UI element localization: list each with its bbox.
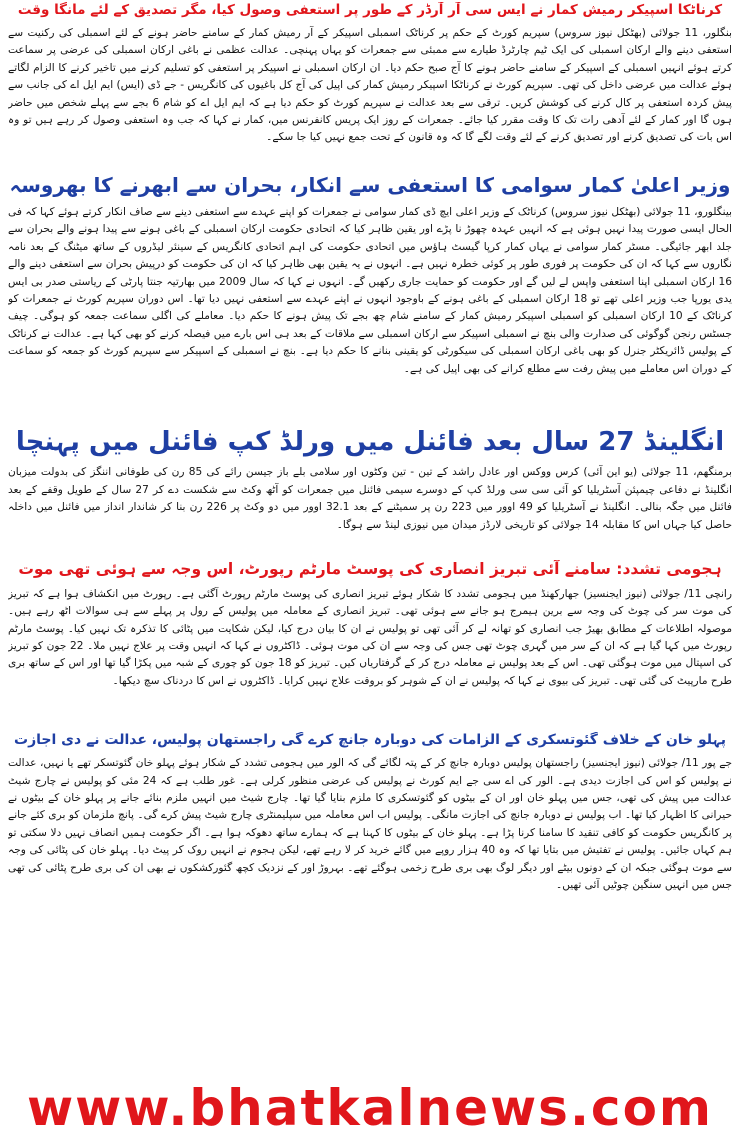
headline: ہجومی تشدد: سامنے آئی تبریز انصاری کی پوسٹ مارٹم رپورٹ، اس وجہ سے ہوئی تھی موت bbox=[18, 560, 722, 579]
article-pehlu-khan bbox=[8, 732, 732, 952]
headline: انگلینڈ 27 سال بعد فائنل میں ورلڈ کپ فائنل میں پہنچا bbox=[15, 426, 725, 457]
headline: پہلو خان کے خلاف گئوتسکری کے الزامات کی دوبارہ جانچ کرے گی راجستھان پولیس، عدالت نے دی اجازت bbox=[14, 731, 726, 748]
website-footer[interactable]: www.bhatkalnews.com bbox=[26, 1079, 714, 1137]
article-body: بینگلورو، 11 جولائی (بھٹکل نیوز سروس) کرناٹک کے وزیر اعلی ایچ ڈی کمار سوامی نے جمعرات کو اپنے عہدے سے استعفی دینے سے صاف انکار کرتے ہوئے کہا کہ فی الحال ایسی صورت پیدا نہیں ہوئی ہے کہ انہیں عہدہ چھوڑ نا پڑے اور یقین ظاہر کیا کہ اتحادی حکومت ارکان اسمبلی کے باغی ہونے سے پیدا ہونے والے بحران سے جلد ابھر جائیگی۔ مسٹر کمار سوامی نے یہاں کمار کرپا گیسٹ ہاؤس میں اتحادی حکومت کی اہم اتحادی کانگریس کے سینئر لیڈروں کے ساتھ میٹنگ کے بعد نامہ نگاروں سے کہا کہ ان کی حکومت پر فوری طور پر کوئی خطرہ نہیں ہے۔ انہوں نے یہ یقین بھی ظاہر کیا کہ ان کی حکومت کو درپیش بحران سے استعفی دینے والے 16 ارکان اسمبلی اپنا استعفی واپس لے لیں گے اور حکومت کو حمایت جاری رکھیں گے۔ انہوں نے کہا کہ سال 2009 میں بھارتیہ جنتا پارٹی کے ریاستی صدر بی ایس یدی یورپا جب وزیر اعلی تھے تو 18 ارکان اسمبلی کے باغی ہونے کے باوجود انہوں نے اپنے عہدے سے استعفی نہیں دیا تھا۔ اس دوران سپریم کورٹ نے جمعرات کو کرناٹک کے 10 ارکان اسمبلی کو اسمبلی اسپیکر رمیش کمار کے سامنے شام چھ بجے تک پیش ہونے کا حکم دیا۔ معاملے کی اگلی سماعت جمعہ کو ہوگی۔ چیف جسٹس رنجن گوگوئی کی صدارت والی بنچ نے اسمبلی اسپیکر سے ارکان اسمبلی سے ملاقات کے بعد ہی اس بارے میں فیصلہ کرنے کو بھی کہا ہے۔ عدالت نے کرناٹک کے پولیس ڈائریکٹر جنرل کو بھی باغی ارکان اسمبلی کی سیکورٹی کو یقینی بنانے کا حکم دیا ہے۔ بنچ نے اسمبلی کے اسپیکر سے سپریم کورٹ کو جمعہ کو سماعت کے دوران اس معاملے میں پیش رفت سے مطلع کرانے کی بھی اپیل کی ہے۔ bbox=[8, 205, 732, 375]
article-body: بنگلور، 11 جولائی (بھٹکل نیوز سروس) سپریم کورٹ کے حکم پر کرناٹک اسمبلی اسپیکر کے آر رمیش کمار کے سامنے حاضر ہونے کے لئے اسمبلی کی رکنیت سے استعفی دینے والے ارکان اسمبلی کی ایک ٹیم چارٹرڈ طیارے سے ممبئی سے جمعرات کو یہاں پہنچی۔ عدالت عظمی نے باغی ارکان اسمبلی کی عرضی پر سماعت کرتے ہوئے انہیں اسمبلی کے اسپیکر کے سامنے حاضر ہونے کا آج صبح حکم دیا۔ ان ارکان اسمبلی نے اسپیکر پر استعفی کو تسلیم کرنے میں تاخیر کرنے کا الزام لگاتے ہوئے عدالت میں عرضی داخل کی تھی۔ سپریم کورٹ نے کرناٹکا اسپیکر رمیش کمار کی اپیل کی آج کل باغیوں کی کانگریس - جے ڈی (ایس) ایم ایل اے کی جانب سے پیش کردہ استعفی پر کال کرنے کی کوشش کریں۔ ترقی سے بعد عدالت نے سپریم کورٹ کو حکم دیا ہے کہ ایم ایل اے کو شام 6 بجے سے پہلے شخص میں حاضر ہوں گا اور کمار کے لئے آدھی رات تک کا وقت مقرر کیا جائے۔ جمعرات کے روز ایک پریس کانفرنس میں، کمار نے کہا کہ جب وہ استعفی وصول کر رہے ہیں تو وہ اس بات کی تصدیق کرنے اور تصدیق کرنے کے لئے وقت لگے گا کہ وہ قانون کے تحت جمع نہیں کیا جا سکے۔ bbox=[8, 26, 732, 144]
article-england-final bbox=[8, 426, 732, 555]
article-body: برمنگھم، 11 جولائی (یو این آئی) کرس ووکس اور عادل راشد کے تین - تین وکٹوں اور سلامی بلے باز جیسن رائے کی 85 رن کی طوفانی اننگز کی بدولت میزبان انگلینڈ نے دفاعی چیمپئن آسٹریلیا کو آئی سی سی ورلڈ کپ کے دوسرے سیمی فائنل میں جمعرات کو آٹھ وکٹ سے شکست دے کر 27 سال کے طویل وقفے کے بعد فائنل میں جگہ بنالی۔ انگلینڈ نے آسٹریلیا کو 49 اوور میں 223 رن پر سمیٹنے کے بعد 32.1 اوور میں دو وکٹ پر 226 رن بنا کر شاندار انداز میں فائنل میں داخلہ حاصل کیا جہاں اس کا مقابلہ 14 جولائی کو تاریخی لارڈز میدان میں نیوزی لینڈ سے ہوگا۔ bbox=[8, 466, 732, 531]
headline: وزیر اعلیٰ کمار سوامی کا استعفی سے انکار، بحران سے ابھرنے کا بھروسہ bbox=[9, 172, 731, 197]
article-body: جے پور 11/ جولائی (نیوز ایجنسیز) راجستھان پولیس دوبارہ جانچ کر کے پتہ لگائے گی کہ الور میں ہجومی تشدد کے شکار ہوئے پہلو خان گئوتسکر تھے یا نہیں، عدالت نے پولیس کو اس کی اجازت دیدی ہے۔ الور کی اے سی جے ایم کورٹ نے پولیس کی عرضی منظور کرلی ہے۔ غور طلب ہے کہ 24 مئی کو پولیس نے چارج شیٹ عدالت میں پیش کی تھی، جس میں پہلو خان اور ان کے بیٹوں کو گئوتسکری کا ملزم بنایا گیا تھا۔ چارج شیٹ میں انہیں ملزم بنائے جانے پر پہلو خان کے بیٹوں نے حیرانی کا اظہار کیا تھا۔ اب پولیس نے دوبارہ جانچ کی اجازت مانگی۔ پولیس اب اس معاملہ میں سپلیمنٹری چارج شیٹ پیش کرے گی۔ پانچ ملزمان کو بری کئے جانے پر کانگریس حکومت کو کافی تنقید کا سامنا کرنا پڑا ہے۔ پہلو خان کے بیٹوں کا کہنا ہے کہ ہمارے ساتھ دھوکہ ہوا ہے۔ اگر حکومت ہمیں انصاف نہیں دلا سکتی تو ہم کہاں جائیں۔ پولیس نے تفتیش میں بتایا تھا کہ وہ 40 ہزار روپے میں گائے خرید کر لا رہے تھے، لیکن ہجوم نے انہیں روک کر پیٹ دیا۔ پہلو خان کی پٹائی کی وجہ سے موت ہوگئی جبکہ ان کے دونوں بیٹے اور دیگر لوگ بھی بری طرح زخمی ہوگئے تھے۔ بہروڑ اور کے نزدیک کچھ گئورکشکوں نے بھی ان کی بری طرح پٹائی کی تھی جس میں انہیں سنگین چوٹیں آئی تھیں۔ bbox=[8, 757, 732, 892]
article-tabrez-postmortem bbox=[8, 560, 732, 723]
article-speaker-resignation bbox=[8, 2, 732, 167]
headline: کرناٹکا اسپیکر رمیش کمار نے ایس سی آر آرڈر کے طور پر استعفی وصول کیا، مگر تصدیق کے لئے مانگا وقت bbox=[17, 2, 723, 18]
article-body: رانچی 11/ جولائی (نیوز ایجنسیز) جھارکھنڈ میں ہجومی تشدد کا شکار ہوئے تبریز انصاری کی پوسٹ مارٹم رپورٹ آگئی ہے۔ رپورٹ میں انکشاف ہوا ہے کہ تبریز کی موت سر کی چوٹ کی وجہ سے برین ہیمرج ہو جانے سے ہوئی تھی۔ تبریز انصاری کے معاملہ میں پولیس کے رول پر پہلے سے ہی سوالات اٹھ رہے ہیں۔ موصولہ اطلاعات کے مطابق بھیڑ جب انصاری کو تھانہ لے کر آئی تھی تو پولیس نے ان کا بیان درج کیا، لیکن شکایت میں پٹائی کا تذکرہ تک نہیں کیا۔ پوسٹ مارٹم رپورٹ میں کہا گیا ہے کہ ان کے سر میں گہری چوٹ تھی جس کی وجہ سے ان کی موت ہوئی۔ ڈاکٹروں نے کہا کہ انہیں وقت پر علاج نہیں ملا۔ 22 جون کو تبریز کی اسپتال میں موت ہوگئی تھی۔ اس کے بعد پولیس نے معاملہ درج کر کے گرفتاریاں کیں۔ تبریز کو 18 جون کو چوری کے شبہ میں پکڑا گیا تھا اور اس کے ساتھ بری طرح مارپیٹ کی گئی تھی۔ تبریز کی بیوی نے کہا کہ پولیس نے ان کے شوہر کو بروقت علاج نہیں کرایا۔ ڈاکٹروں نے اس کا دردناک سچ دیکھا۔ bbox=[8, 587, 732, 687]
article-chief-minister bbox=[8, 173, 732, 418]
